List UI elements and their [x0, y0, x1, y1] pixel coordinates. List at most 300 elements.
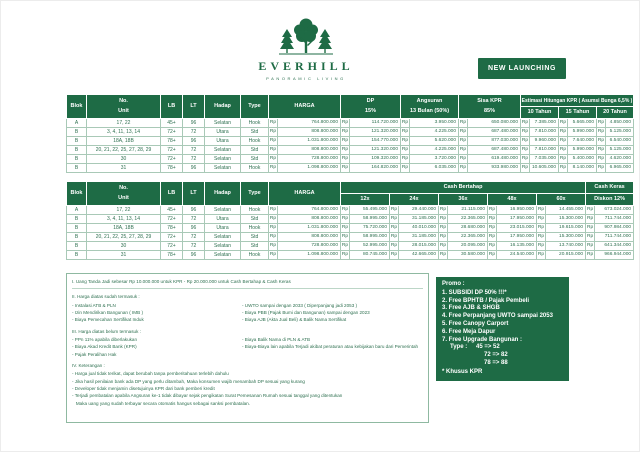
cell-hadap: Utara [205, 214, 241, 223]
cell-c48 [488, 205, 537, 214]
amount-value: 29.440.000 [411, 207, 436, 213]
cell-harga [269, 118, 341, 127]
cell-hadap: Selatan [205, 154, 241, 163]
amount-value: 20.095.000 [460, 243, 485, 249]
currency-label: Rp [488, 216, 496, 222]
col-header-20-tahun: 20 Tahun [597, 107, 634, 119]
cell-type: Std [241, 154, 269, 163]
currency-label: Rp [401, 120, 409, 126]
currency-label: Rp [559, 138, 567, 144]
currency-label: Rp [559, 165, 567, 171]
cell-diskon [586, 223, 634, 232]
currency-label: Rp [537, 216, 545, 222]
note-section-3-heading: III. Harga diatas belum termasuk : [72, 328, 141, 334]
cell-diskon [586, 250, 634, 259]
cell-dp [341, 154, 401, 163]
currency-label: Rp [401, 138, 409, 144]
currency-label: Rp [459, 120, 467, 126]
cell-c60 [537, 214, 586, 223]
note-section-4-list [72, 370, 423, 407]
cell-t10 [521, 154, 559, 163]
amount-value: 641.344.000 [604, 243, 632, 249]
currency-label: Rp [537, 225, 545, 231]
cell-unit: 20, 21, 22, 25, 27, 28, 29 [87, 145, 161, 154]
cell-harga [269, 136, 341, 145]
currency-label: Rp [269, 138, 277, 144]
cell-c60 [537, 241, 586, 250]
note-line: - Harga jual tidak terikat, dapat berubah tanpa pemberitahuan terlebih dahulu [72, 371, 229, 377]
cell-unit: 31 [87, 163, 161, 172]
currency-label: Rp [586, 207, 594, 213]
cell-t20 [597, 127, 634, 136]
amount-value: 31.185.000 [411, 234, 436, 240]
col-header-48x: 48x [488, 194, 537, 206]
cell-c12 [341, 223, 390, 232]
upgrade-type-row [442, 344, 563, 352]
cell-angsuran [401, 127, 459, 136]
note-section-2-list [72, 302, 423, 324]
amount-value: 15.300.000 [559, 216, 584, 222]
cell-c24 [390, 241, 439, 250]
currency-label: Rp [586, 252, 594, 258]
currency-label: Rp [521, 138, 529, 144]
currency-label: Rp [537, 234, 545, 240]
note-line: - Terjadi pembatalan apabila Angsuran ke-1 tidak dibayar sejak pengikatan Surat Pemesanan Rumah sesuai tanggal yang ditentukan [72, 393, 343, 399]
cell-type: Std [241, 127, 269, 136]
cell-blok: B [67, 145, 87, 154]
cell-unit: 17, 22 [87, 118, 161, 127]
cell-lt: 96 [183, 205, 205, 214]
currency-label: Rp [459, 129, 467, 135]
promo-footnote: * Khusus KPR [442, 369, 483, 376]
col-header-dp [341, 95, 401, 119]
cell-lb: 45+ [161, 205, 183, 214]
col-header-cash-bertahap: Cash Bertahap [341, 182, 586, 194]
cell-t20 [597, 136, 634, 145]
table-row [67, 136, 634, 145]
currency-label: Rp [341, 252, 349, 258]
header-line: Sisa KPR [477, 97, 502, 104]
amount-value: 22.365.000 [460, 216, 485, 222]
cell-unit: 30 [87, 241, 161, 250]
amount-value: 5.990.000 [572, 147, 594, 153]
currency-label: Rp [341, 165, 349, 171]
table-row [67, 127, 634, 136]
currency-label: Rp [401, 165, 409, 171]
cell-type: Hook [241, 223, 269, 232]
cell-t20 [597, 145, 634, 154]
currency-label: Rp [269, 225, 277, 231]
cell-angsuran [401, 118, 459, 127]
table-row [67, 232, 634, 241]
cell-type: Hook [241, 163, 269, 172]
amount-value: 764.800.000 [311, 207, 338, 213]
currency-label: Rp [341, 234, 349, 240]
header-line: No. [119, 184, 128, 191]
amount-value: 13.740.000 [559, 243, 584, 249]
note-section-3-list [72, 336, 423, 358]
cell-t15 [559, 154, 597, 163]
promo-box [436, 277, 569, 381]
currency-label: Rp [559, 156, 567, 162]
amount-value: 764.800.000 [311, 120, 338, 126]
trees-logo-icon [275, 15, 337, 57]
cell-harga [269, 163, 341, 172]
cell-blok: A [67, 118, 87, 127]
header-line: DP [366, 97, 375, 104]
col-header-15-tahun: 15 Tahun [559, 107, 597, 119]
cell-lb: 72+ [161, 154, 183, 163]
currency-label: Rp [521, 129, 529, 135]
amount-value: 650.080.000 [491, 120, 518, 126]
cell-angsuran [401, 136, 459, 145]
cell-c12 [341, 250, 390, 259]
amount-value: 15.300.000 [559, 234, 584, 240]
cell-unit: 3, 4, 11, 13, 14 [87, 214, 161, 223]
amount-value: 5.990.000 [572, 129, 594, 135]
amount-value: 711.744.000 [604, 234, 632, 240]
note-item-right [242, 351, 423, 358]
cell-type: Std [241, 145, 269, 154]
kpr-table-body [67, 118, 634, 172]
cell-harga [269, 250, 341, 259]
col-header-lb: LB [161, 182, 183, 206]
currency-label: Rp [401, 156, 409, 162]
amount-value: 9.960.000 [534, 138, 556, 144]
cell-blok: B [67, 163, 87, 172]
cell-c36 [439, 232, 488, 241]
currency-label: Rp [488, 252, 496, 258]
amount-value: 4.620.000 [609, 156, 632, 162]
amount-value: 22.365.000 [460, 234, 485, 240]
cell-c12 [341, 241, 390, 250]
col-header-lt: LT [183, 182, 205, 206]
currency-label: Rp [341, 129, 349, 135]
currency-label: Rp [586, 216, 594, 222]
amount-value: 4.225.000 [434, 147, 456, 153]
currency-label: Rp [439, 216, 447, 222]
amount-value: 5.620.000 [434, 138, 456, 144]
cell-t15 [559, 145, 597, 154]
upgrade-type-label: Type : [450, 344, 468, 351]
amount-value: 30.580.000 [460, 252, 485, 258]
amount-value: 16.950.000 [509, 207, 534, 213]
cash-price-table [66, 181, 634, 260]
amount-value: 52.995.000 [362, 243, 387, 249]
currency-label: Rp [459, 165, 467, 171]
amount-value: 5.665.000 [572, 120, 594, 126]
currency-label: Rp [537, 252, 545, 258]
amount-value: 7.035.000 [534, 156, 556, 162]
cell-c24 [390, 232, 439, 241]
cell-blok: B [67, 250, 87, 259]
cell-diskon [586, 214, 634, 223]
currency-label: Rp [586, 243, 594, 249]
currency-label: Rp [269, 156, 277, 162]
table-row [67, 214, 634, 223]
cell-t15 [559, 118, 597, 127]
col-header-lb: LB [161, 95, 183, 119]
amount-value: 58.995.000 [362, 234, 387, 240]
amount-value: 16.135.000 [509, 243, 534, 249]
amount-value: 907.984.000 [604, 225, 632, 231]
cell-unit: 31 [87, 250, 161, 259]
promo-item: 5. Free Canopy Carport [442, 320, 509, 327]
currency-label: Rp [537, 207, 545, 213]
col-header-cash-keras: Cash Keras [586, 182, 634, 194]
cell-unit: 30 [87, 154, 161, 163]
col-header-blok: Blok [67, 182, 87, 206]
table-row [67, 223, 634, 232]
currency-label: Rp [459, 138, 467, 144]
currency-label: Rp [597, 156, 605, 162]
col-header-diskon: Diskon 12% [586, 194, 634, 206]
currency-label: Rp [390, 207, 398, 213]
amount-value: 75.720.000 [362, 225, 387, 231]
col-header-type: Type [241, 182, 269, 206]
cell-hadap: Selatan [205, 250, 241, 259]
promo-title: Promo : [442, 281, 465, 287]
cell-unit: 3, 4, 11, 13, 14 [87, 127, 161, 136]
kpr-price-table [66, 94, 634, 173]
cell-hadap: Selatan [205, 241, 241, 250]
currency-label: Rp [521, 120, 529, 126]
amount-value: 28.015.000 [411, 243, 436, 249]
cell-lt: 96 [183, 223, 205, 232]
amount-value: 28.680.000 [460, 225, 485, 231]
cell-lb: 72+ [161, 232, 183, 241]
currency-label: Rp [559, 129, 567, 135]
col-header-60x: 60x [537, 194, 586, 206]
currency-label: Rp [269, 252, 277, 258]
currency-label: Rp [597, 129, 605, 135]
amount-value: 7.810.000 [534, 129, 556, 135]
everhill-logo [231, 15, 381, 81]
cell-blok: B [67, 154, 87, 163]
table-row [67, 250, 634, 259]
cell-lt: 72 [183, 241, 205, 250]
cell-c36 [439, 205, 488, 214]
note-item-left: - Pajak Peralihan Hak [72, 351, 117, 357]
cell-harga [269, 241, 341, 250]
currency-label: Rp [401, 129, 409, 135]
note-pair-row [72, 302, 423, 309]
cell-hadap: Selatan [205, 205, 241, 214]
currency-label: Rp [521, 156, 529, 162]
amount-value: 673.024.000 [604, 207, 632, 213]
currency-label: Rp [390, 225, 398, 231]
cell-t10 [521, 127, 559, 136]
terms-notes-box [66, 273, 429, 423]
amount-value: 5.125.000 [609, 147, 632, 153]
amount-value: 7.385.000 [534, 120, 556, 126]
upgrade-value: 78 => 88 [484, 359, 508, 366]
cell-lt: 72 [183, 232, 205, 241]
currency-label: Rp [597, 165, 605, 171]
cell-dp [341, 145, 401, 154]
currency-label: Rp [269, 129, 277, 135]
currency-label: Rp [341, 207, 349, 213]
cell-lt: 96 [183, 118, 205, 127]
currency-label: Rp [341, 156, 349, 162]
cell-lb: 72+ [161, 241, 183, 250]
cell-type: Hook [241, 205, 269, 214]
note-line: - Developer tidak menjamin disetujuinya KPR dari bank pemberi kredit [72, 386, 215, 392]
note-item-left: - Biaya Pemecahan Sertifikat Induk [72, 317, 144, 323]
cell-type: Hook [241, 250, 269, 259]
note-line: - Jika hasil penilaian bank ada DP yang perlu ditambah, Maka konsumen wajib menambah DP sesuai yang kurang [72, 378, 305, 384]
header-line: No. [119, 97, 128, 104]
brand-tagline: PANORAMIC LIVING [266, 76, 346, 81]
col-header-lt: LT [183, 95, 205, 119]
header-line: 85% [483, 108, 495, 115]
cell-lb: 72+ [161, 145, 183, 154]
promo-items [442, 290, 563, 345]
currency-label: Rp [521, 165, 529, 171]
currency-label: Rp [341, 225, 349, 231]
amount-value: 114.720.000 [371, 120, 398, 126]
currency-label: Rp [269, 207, 277, 213]
amount-value: 1.098.800.000 [307, 252, 338, 258]
currency-label: Rp [341, 216, 349, 222]
note-item-right: - Biaya AJB (Akta Jual Beli) & Balik Nama Sertifikat [242, 317, 347, 323]
currency-label: Rp [597, 138, 605, 144]
cell-lt: 96 [183, 163, 205, 172]
header-line: Unit [118, 195, 129, 202]
col-header-estimasi-kpr: Estimasi Hitungan KPR ( Asumsi Bunga 6,5% ) [521, 95, 634, 107]
amount-value: 55.495.000 [362, 207, 387, 213]
amount-value: 808.800.000 [311, 129, 338, 135]
cell-type: Std [241, 241, 269, 250]
currency-label: Rp [269, 120, 277, 126]
note-section-4-heading: IV. Keterangan : [72, 363, 105, 369]
amount-value: 109.320.000 [371, 156, 398, 162]
cell-hadap: Selatan [205, 145, 241, 154]
currency-label: Rp [586, 225, 594, 231]
amount-value: 24.540.000 [509, 252, 534, 258]
cell-unit: 17, 22 [87, 205, 161, 214]
note-item-left: - Izin Mendirikan Bangunan ( IMB ) [72, 310, 143, 316]
note-item-right: - Biaya PBB (Pajak Bumi dan Bangunan) sampai dengan 2023 [242, 310, 370, 316]
amount-value: 808.800.000 [311, 216, 338, 222]
currency-label: Rp [459, 156, 467, 162]
cell-blok: B [67, 136, 87, 145]
cell-blok: B [67, 232, 87, 241]
amount-value: 687.480.000 [491, 147, 518, 153]
cell-t10 [521, 136, 559, 145]
cell-hadap: Utara [205, 223, 241, 232]
cell-c36 [439, 223, 488, 232]
col-header-10-tahun: 10 Tahun [521, 107, 559, 119]
col-header-blok: Blok [67, 95, 87, 119]
note-pair-row [72, 309, 423, 316]
cell-dp [341, 118, 401, 127]
cell-hadap: Selatan [205, 163, 241, 172]
amount-value: 619.480.000 [491, 156, 518, 162]
cell-c24 [390, 205, 439, 214]
cell-lb: 45+ [161, 118, 183, 127]
amount-value: 1.098.800.000 [307, 165, 338, 171]
cell-lb: 72+ [161, 127, 183, 136]
promo-item: 2. Free BPHTB / Pajak Pembeli [442, 297, 530, 304]
currency-label: Rp [597, 120, 605, 126]
cell-c48 [488, 241, 537, 250]
currency-label: Rp [390, 234, 398, 240]
currency-label: Rp [439, 234, 447, 240]
amount-value: 8.140.000 [572, 165, 594, 171]
cell-blok: B [67, 223, 87, 232]
cell-c36 [439, 250, 488, 259]
cell-t10 [521, 118, 559, 127]
cell-lt: 72 [183, 214, 205, 223]
amount-value: 31.185.000 [411, 216, 436, 222]
currency-label: Rp [459, 147, 467, 153]
cell-dp [341, 163, 401, 172]
table-row [67, 154, 634, 163]
currency-label: Rp [488, 225, 496, 231]
currency-label: Rp [521, 147, 529, 153]
amount-value: 42.665.000 [411, 252, 436, 258]
cell-angsuran [401, 154, 459, 163]
note-item-right: - Biaya Balik Nama di PLN & ATB [242, 337, 311, 343]
amount-value: 40.010.000 [411, 225, 436, 231]
col-header-harga: HARGA [269, 182, 341, 206]
cell-t10 [521, 145, 559, 154]
currency-label: Rp [439, 243, 447, 249]
col-header-no-unit [87, 95, 161, 119]
cell-type: Std [241, 214, 269, 223]
cell-unit: 18A, 18B [87, 136, 161, 145]
cell-c60 [537, 223, 586, 232]
cell-c24 [390, 223, 439, 232]
currency-label: Rp [269, 243, 277, 249]
amount-value: 5.125.000 [609, 129, 632, 135]
currency-label: Rp [401, 147, 409, 153]
cell-diskon [586, 205, 634, 214]
table-row [67, 241, 634, 250]
amount-value: 6.540.000 [609, 138, 632, 144]
amount-value: 58.995.000 [362, 216, 387, 222]
new-launching-badge: NEW LAUNCHING [478, 58, 566, 79]
currency-label: Rp [559, 120, 567, 126]
cell-blok: B [67, 127, 87, 136]
cell-lb: 78+ [161, 163, 183, 172]
cell-hadap: Selatan [205, 232, 241, 241]
col-header-36x: 36x [439, 194, 488, 206]
currency-label: Rp [597, 147, 605, 153]
cell-c48 [488, 223, 537, 232]
currency-label: Rp [390, 243, 398, 249]
currency-label: Rp [269, 147, 277, 153]
cell-blok: A [67, 205, 87, 214]
amount-value: 80.745.000 [362, 252, 387, 258]
note-pair-row [72, 316, 423, 323]
header-line: Unit [118, 108, 129, 115]
amount-value: 6.965.000 [609, 165, 632, 171]
cell-harga [269, 232, 341, 241]
cell-c60 [537, 232, 586, 241]
note-item-left: - Instalasi ATB & PLN [72, 302, 116, 308]
cell-dp [341, 136, 401, 145]
amount-value: 20.915.000 [559, 252, 584, 258]
table-row [67, 145, 634, 154]
col-header-type: Type [241, 95, 269, 119]
cell-diskon [586, 241, 634, 250]
promo-item: 4. Free Perpanjang UWTO sampai 2053 [442, 313, 553, 320]
cell-c12 [341, 205, 390, 214]
currency-label: Rp [390, 216, 398, 222]
currency-label: Rp [559, 147, 567, 153]
